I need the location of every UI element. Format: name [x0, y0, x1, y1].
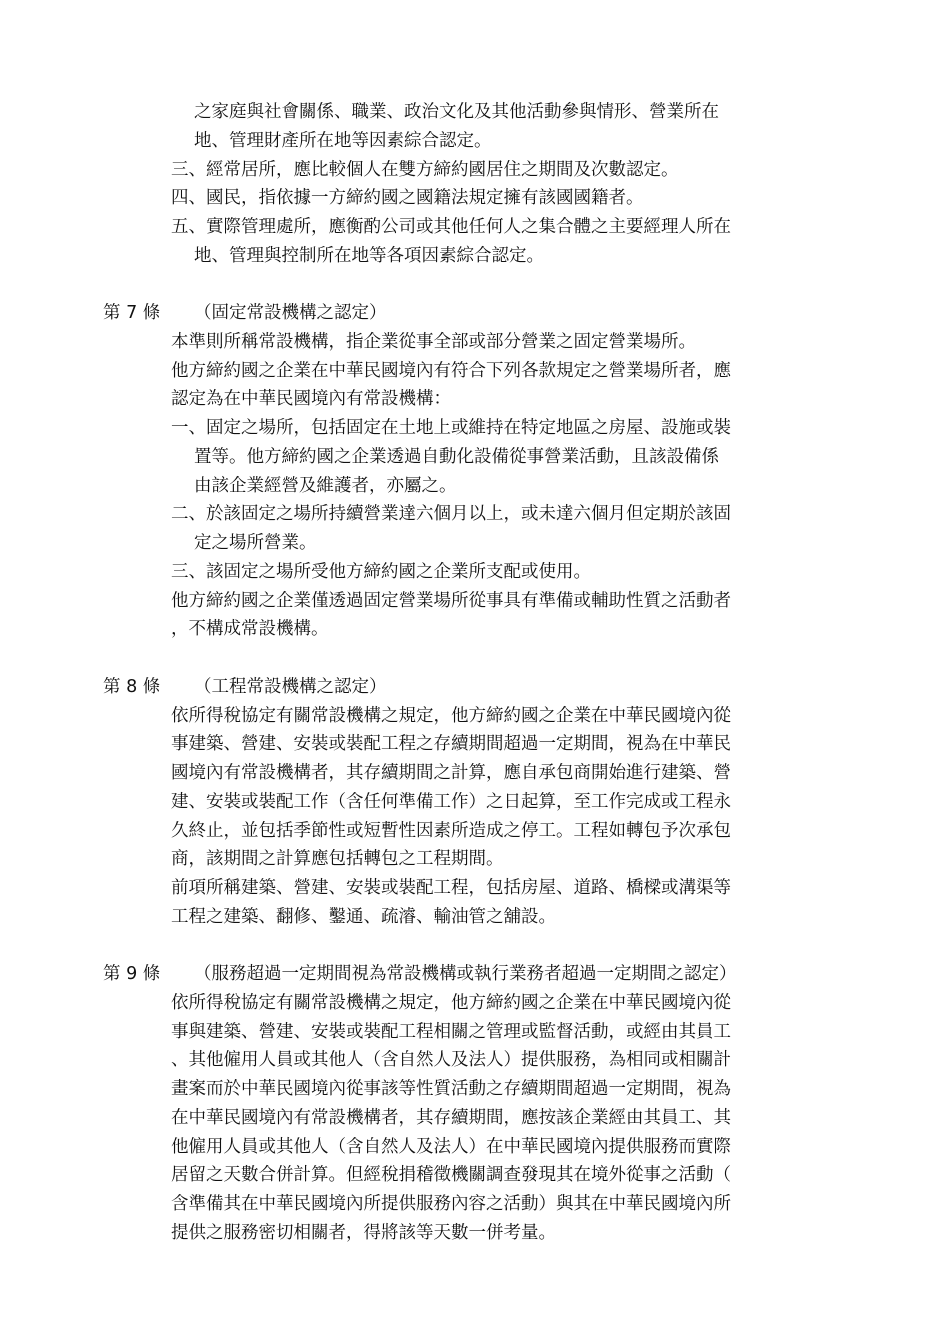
article-line: 定之場所營業。: [194, 533, 317, 553]
article-line: 依所得稅協定有關常設機構之規定，他方締約國之企業在中華民國境內從: [171, 706, 731, 726]
intro-line: 地、管理財產所在地等因素綜合認定。: [194, 131, 492, 151]
intro-line: 之家庭與社會關係、職業、政治文化及其他活動參與情形、營業所在: [194, 102, 719, 122]
article-line: 前項所稱建築、營建、安裝或裝配工程，包括房屋、道路、橋樑或溝渠等: [171, 878, 731, 898]
intro-line: 四、國民，指依據一方締約國之國籍法規定擁有該國國籍者。: [171, 188, 644, 208]
article-number: 第 8 條: [103, 677, 161, 697]
article-title: （固定常設機構之認定）: [194, 303, 387, 323]
article-line: 提供之服務密切相關者，得將該等天數一併考量。: [171, 1223, 556, 1243]
article-line: 他方締約國之企業僅透過固定營業場所從事具有準備或輔助性質之活動者: [171, 591, 731, 611]
article-title: （服務超過一定期間視為常設機構或執行業務者超過一定期間之認定）: [194, 964, 737, 984]
article-line: 含準備其在中華民國境內所提供服務內容之活動）與其在中華民國境內所: [171, 1194, 731, 1214]
article-line: 國境內有常設機構者，其存續期間之計算，應自承包商開始進行建築、營: [171, 763, 731, 783]
intro-line: 五、實際管理處所，應衡酌公司或其他任何人之集合體之主要經理人所在: [171, 217, 731, 237]
article-line: 依所得稅協定有關常設機構之規定，他方締約國之企業在中華民國境內從: [171, 993, 731, 1013]
article-line: 二、於該固定之場所持續營業達六個月以上，或未達六個月但定期於該固: [171, 504, 731, 524]
article-line: 他方締約國之企業在中華民國境內有符合下列各款規定之營業場所者，應: [171, 361, 731, 381]
article-line: 居留之天數合併計算。但經稅捐稽徵機關調查發現其在境外從事之活動（: [171, 1165, 731, 1185]
article-line: ，不構成常設機構。: [171, 619, 329, 639]
article-line: 他僱用人員或其他人（含自然人及法人）在中華民國境內提供服務而實際: [171, 1137, 731, 1157]
article-line: 置等。他方締約國之企業透過自動化設備從事營業活動，且該設備係: [194, 447, 719, 467]
article-line: 商，該期間之計算應包括轉包之工程期間。: [171, 849, 504, 869]
article-line: 一、固定之場所，包括固定在土地上或維持在特定地區之房屋、設施或裝: [171, 418, 731, 438]
article-line: 本準則所稱常設機構，指企業從事全部或部分營業之固定營業場所。: [171, 332, 696, 352]
article-line: 、其他僱用人員或其他人（含自然人及法人）提供服務，為相同或相關計: [171, 1050, 731, 1070]
article-line: 事與建築、營建、安裝或裝配工程相關之管理或監督活動，或經由其員工: [171, 1022, 731, 1042]
article-line: 建、安裝或裝配工作（含任何準備工作）之日起算，至工作完成或工程永: [171, 792, 731, 812]
intro-line: 三、經常居所，應比較個人在雙方締約國居住之期間及次數認定。: [171, 160, 679, 180]
article-number: 第 9 條: [103, 964, 161, 984]
article-line: 久終止，並包括季節性或短暫性因素所造成之停工。工程如轉包予次承包: [171, 821, 731, 841]
article-title: （工程常設機構之認定）: [194, 677, 387, 697]
article-line: 工程之建築、翻修、鑿通、疏濬、輸油管之舖設。: [171, 907, 556, 927]
article-line: 在中華民國境內有常設機構者，其存續期間，應按該企業經由其員工、其: [171, 1108, 731, 1128]
article-line: 三、該固定之場所受他方締約國之企業所支配或使用。: [171, 562, 591, 582]
intro-line: 地、管理與控制所在地等各項因素綜合認定。: [194, 246, 544, 266]
article-line: 認定為在中華民國境內有常設機構：: [171, 389, 451, 409]
article-line: 事建築、營建、安裝或裝配工程之存續期間超過一定期間，視為在中華民: [171, 734, 731, 754]
article-line: 畫案而於中華民國境內從事該等性質活動之存續期間超過一定期間，視為: [171, 1079, 731, 1099]
article-line: 由該企業經營及維護者，亦屬之。: [194, 476, 457, 496]
article-number: 第 7 條: [103, 303, 161, 323]
